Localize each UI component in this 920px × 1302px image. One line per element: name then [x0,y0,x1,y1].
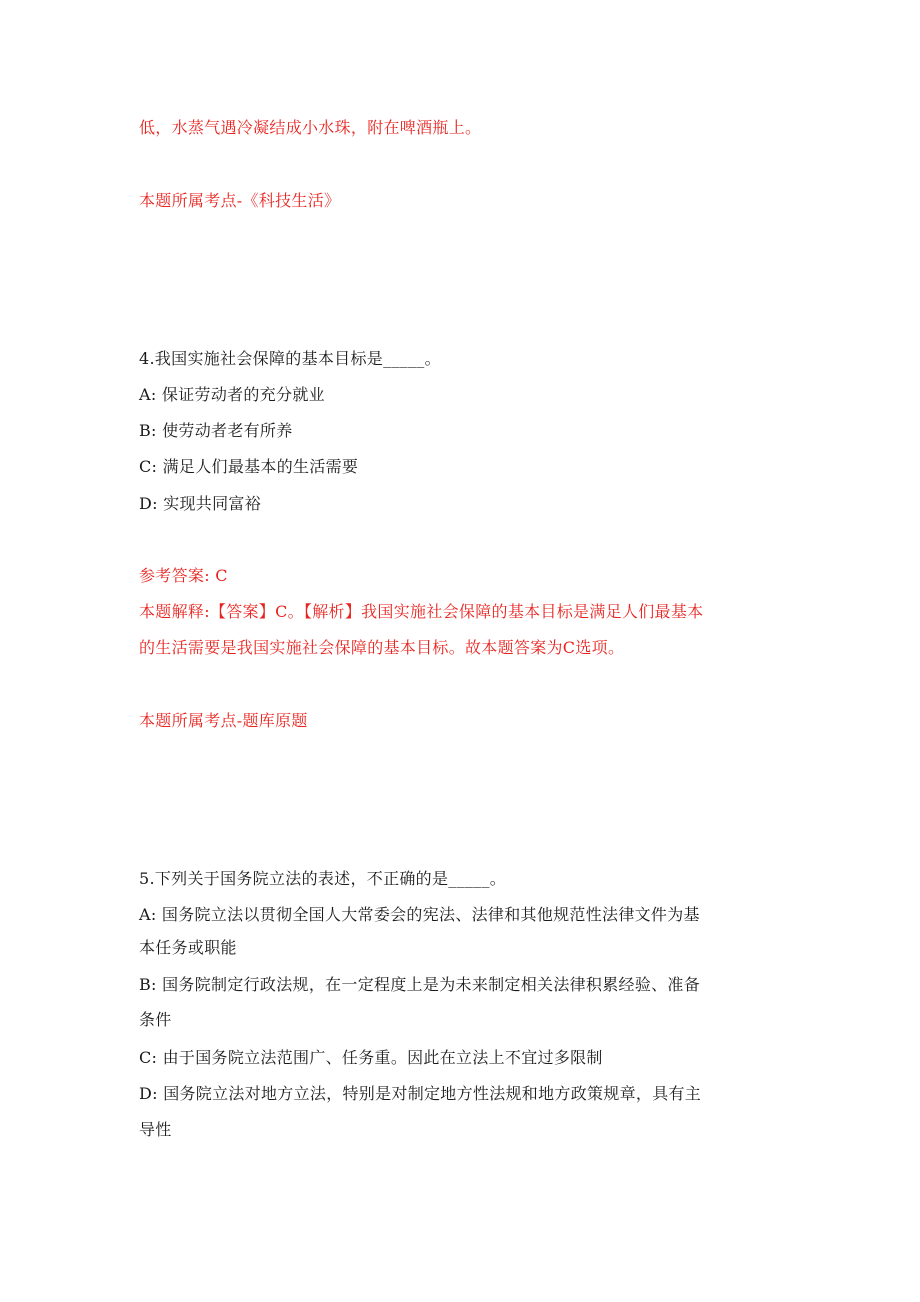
q3-explanation-tail: 低，水蒸气遇冷凝结成小水珠，附在啤酒瓶上。 [139,118,482,137]
q5-option-a-line-1: A: 国务院立法以贯彻全国人大常委会的宪法、法律和其他规范性法律文件为基 [139,905,700,924]
q4-explanation-line-2: 的生活需要是我国实施社会保障的基本目标。故本题答案为C选项。 [139,638,625,657]
q5-option-b-line-1: B: 国务院制定行政法规，在一定程度上是为未来制定相关法律积累经验、准备 [139,975,701,994]
q4-option-d: D: 实现共同富裕 [139,494,262,513]
q3-topic: 本题所属考点-《科技生活》 [139,191,341,210]
q5-option-b-line-2: 条件 [139,1010,172,1029]
q5-option-a-line-2: 本任务或职能 [139,938,237,957]
q5-option-d-line-1: D: 国务院立法对地方立法，特别是对制定地方性法规和地方政策规章，具有主 [139,1084,702,1103]
q4-topic: 本题所属考点-题库原题 [139,711,308,730]
q5-option-d-line-2: 导性 [139,1120,172,1139]
q4-option-b: B: 使劳动者老有所养 [139,421,293,440]
q4-answer: 参考答案: C [139,566,228,585]
q4-stem: 4.我国实施社会保障的基本目标是_____。 [139,349,441,368]
q4-explanation-line-1: 本题解释:【答案】C。【解析】我国实施社会保障的基本目标是满足人们最基本 [139,602,704,621]
q5-option-c: C: 由于国务院立法范围广、任务重。因此在立法上不宜过多限制 [139,1048,603,1067]
q4-option-a: A: 保证劳动者的充分就业 [139,385,325,404]
q5-stem: 5.下列关于国务院立法的表述，不正确的是_____。 [139,869,507,888]
q4-option-c: C: 满足人们最基本的生活需要 [139,457,359,476]
